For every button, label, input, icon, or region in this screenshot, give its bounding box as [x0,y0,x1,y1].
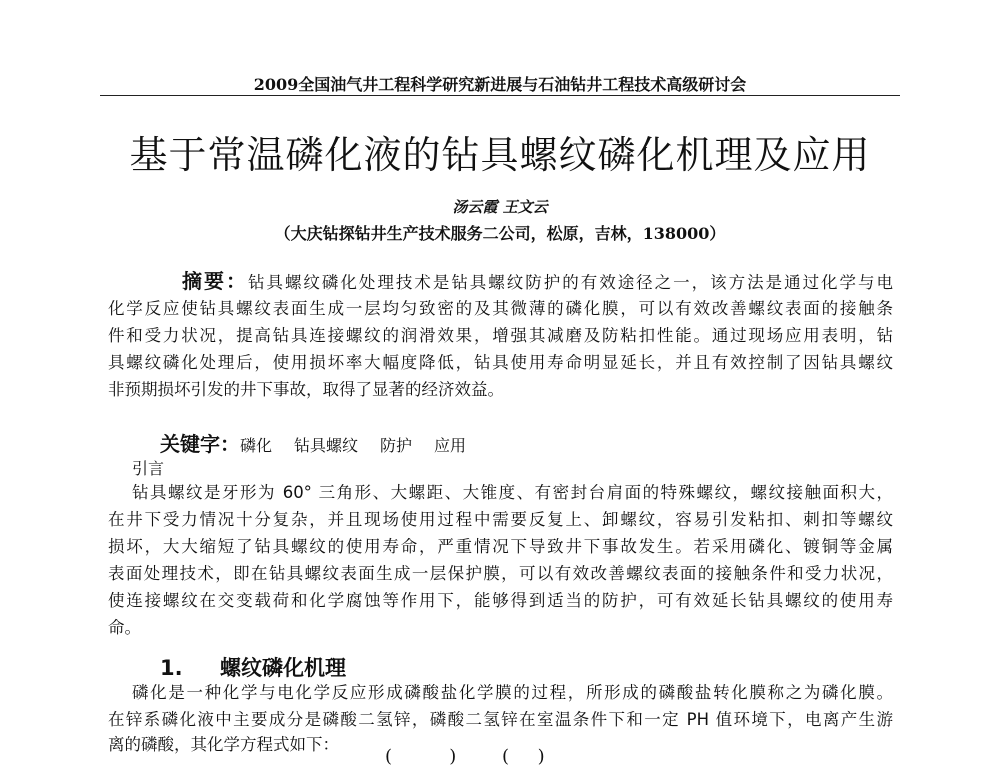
intro-line: 钻具螺纹是牙形为 60° 三角形、大螺距、大锥度、有密封台肩面的特殊螺纹，螺纹接触面积大， [132,483,893,502]
keyword: 磷化 [240,436,273,455]
keywords-label: 关键字： [160,432,240,456]
keyword: 防护 [380,436,413,455]
section-line: 离的磷酸，其化学方程式如下： [108,735,339,754]
keywords [160,428,488,457]
abstract-line: 件和受力状况，提高钻具连接螺纹的润滑效果，增强其减磨及防粘扣性能。通过现场应用表明，钻 [108,326,893,345]
section-title: 螺纹磷化机理 [220,656,346,680]
section-number: 1. [160,656,183,680]
intro-line: 损坏，大大缩短了钻具螺纹的使用寿命，严重情况下导致井下事故发生。若采用磷化、镀铜等金属 [108,537,893,556]
section-line: 在锌系磷化液中主要成分是磷酸二氢锌，磷酸二氢锌在室温条件下和一定 PH 值环境下，电离产生游 [108,710,893,729]
paper-title: 基于常温磷化液的钻具螺纹磷化机理及应用 [129,133,871,177]
equation-fragment: ( ) ( ) [385,746,545,767]
intro-line: 命。 [108,618,141,637]
conference-header: 2009全国油气井工程科学研究新进展与石油钻井工程技术高级研讨会 [253,75,747,94]
section-heading [160,652,346,682]
intro-line: 使连接螺纹在交变载荷和化学腐蚀等作用下，能够得到适当的防护，可有效延长钻具螺纹的使用寿 [108,591,893,610]
affiliation: （大庆钻探钻井生产技术服务二公司，松原，吉林，138000） [274,224,726,243]
header-rule [100,95,900,96]
abstract-text: 钻具螺纹磷化处理技术是钻具螺纹防护的有效途径之一，该方法是通过化学与电 [247,273,894,292]
abstract-line: 非预期损坏引发的井下事故，取得了显著的经济效益。 [108,380,504,399]
abstract-label: 摘要： [182,269,248,293]
section-line: 磷化是一种化学与电化学反应形成磷酸盐化学膜的过程，所形成的磷酸盐转化膜称之为磷化膜。 [132,683,893,702]
abstract-line [182,270,893,294]
intro-line: 表面处理技术，即在钻具螺纹表面生成一层保护膜，可以有效改善螺纹表面的接触条件和受力状况， [108,564,893,583]
intro-heading: 引言 [132,459,165,478]
keyword: 钻具螺纹 [294,436,359,455]
abstract-line: 具螺纹磷化处理后，使用损坏率大幅度降低，钻具使用寿命明显延长，并且有效控制了因钻具螺纹 [108,353,893,372]
authors: 汤云霞 王文云 [452,198,548,216]
abstract-line: 化学反应使钻具螺纹表面生成一层均匀致密的及其微薄的磷化膜，可以有效改善螺纹表面的接触条 [108,299,893,318]
intro-line: 在井下受力情况十分复杂，并且现场使用过程中需要反复上、卸螺纹，容易引发粘扣、刺扣等螺纹 [108,510,893,529]
keyword: 应用 [434,436,467,455]
